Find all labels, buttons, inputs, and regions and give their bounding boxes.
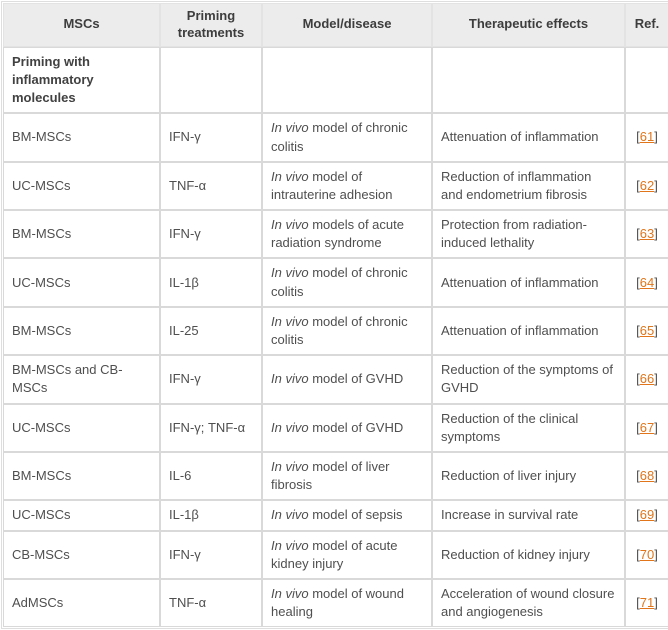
table-row — [4, 211, 668, 257]
ref-bracket-close: ] — [654, 274, 658, 290]
priming-cell: IFN-γ — [161, 114, 261, 160]
model-rest: models of acute radiation syndrome — [271, 217, 404, 251]
model-rest: model of GVHD — [308, 371, 404, 387]
table-row — [4, 356, 668, 402]
ref-link[interactable]: 70 — [639, 546, 655, 562]
table-row — [4, 532, 668, 578]
ref-bracket-close: ] — [654, 595, 658, 610]
ref-cell — [626, 405, 668, 451]
model-cell — [263, 259, 431, 305]
effect-cell: Attenuation of inflammation — [433, 259, 624, 305]
table-row — [4, 114, 668, 160]
effect-cell: Protection from radiation-induced lethality — [433, 211, 624, 257]
ref-link[interactable]: 66 — [639, 371, 655, 387]
ref-cell — [626, 532, 668, 578]
ref-link[interactable]: 63 — [639, 226, 655, 242]
ref-bracket-open: [ — [636, 322, 640, 338]
ref-bracket-open: [ — [636, 595, 640, 610]
col-header-mscs: MSCs — [4, 4, 159, 46]
msc-priming-table — [1, 1, 668, 629]
model-cell — [263, 211, 431, 257]
model-italic: In vivo — [271, 507, 309, 523]
model-cell — [263, 501, 431, 529]
msc-cell: BM-MSCs — [4, 453, 159, 499]
ref-link[interactable]: 61 — [639, 129, 655, 145]
ref-bracket-close: ] — [654, 419, 658, 435]
priming-cell: IL-1β — [161, 501, 261, 529]
model-cell — [263, 356, 431, 402]
ref-bracket-open: [ — [636, 371, 640, 387]
table-row — [4, 580, 668, 626]
ref-bracket-open: [ — [636, 468, 640, 484]
col-header-therapeutic-effects: Therapeutic effects — [433, 4, 624, 46]
ref-link[interactable]: 67 — [639, 419, 655, 435]
header-row — [4, 4, 668, 46]
section-row — [4, 48, 668, 113]
ref-cell — [626, 211, 668, 257]
ref-link[interactable]: 62 — [639, 177, 655, 193]
model-rest: model of liver fibrosis — [271, 458, 390, 493]
msc-cell: CB-MSCs — [4, 532, 159, 578]
msc-cell: BM-MSCs — [4, 211, 159, 257]
ref-bracket-close: ] — [654, 507, 658, 523]
priming-cell: IL-6 — [161, 453, 261, 499]
empty-cell — [433, 48, 624, 113]
msc-cell: BM-MSCs and CB-MSCs — [4, 356, 159, 402]
ref-bracket-close: ] — [654, 177, 658, 193]
section-title: Priming with inflammatory molecules — [4, 48, 159, 113]
msc-cell: BM-MSCs — [4, 114, 159, 160]
model-italic: In vivo — [271, 313, 309, 329]
msc-cell: UC-MSCs — [4, 501, 159, 529]
priming-cell: IL-1β — [161, 259, 261, 305]
ref-bracket-close: ] — [654, 546, 658, 562]
effect-cell: Reduction of liver injury — [433, 453, 624, 499]
priming-cell: IFN-γ — [161, 356, 261, 402]
ref-bracket-open: [ — [636, 507, 640, 523]
ref-link[interactable]: 64 — [639, 274, 655, 290]
empty-cell — [161, 48, 261, 113]
ref-cell — [626, 453, 668, 499]
model-rest: model of sepsis — [308, 507, 403, 523]
model-cell — [263, 580, 431, 626]
model-italic: In vivo — [271, 120, 309, 136]
table-row — [4, 405, 668, 451]
ref-link[interactable]: 65 — [639, 322, 655, 338]
empty-cell — [263, 48, 431, 113]
ref-bracket-open: [ — [636, 274, 640, 290]
ref-bracket-close: ] — [654, 371, 658, 387]
ref-cell — [626, 114, 668, 160]
ref-bracket-open: [ — [636, 546, 640, 562]
priming-cell: IL-25 — [161, 308, 261, 354]
model-cell — [263, 532, 431, 578]
table-row — [4, 308, 668, 354]
model-cell — [263, 308, 431, 354]
model-cell — [263, 405, 431, 451]
priming-cell: IFN-γ — [161, 532, 261, 578]
ref-link[interactable]: 71 — [639, 595, 655, 610]
model-rest: model of GVHD — [308, 419, 404, 435]
col-header-priming-treatments: Priming treatments — [161, 4, 261, 46]
msc-cell: UC-MSCs — [4, 405, 159, 451]
effect-cell: Reduction of the clinical symptoms — [433, 405, 624, 451]
ref-cell — [626, 501, 668, 529]
ref-link[interactable]: 68 — [639, 468, 655, 484]
msc-cell: AdMSCs — [4, 580, 159, 626]
model-italic: In vivo — [271, 168, 309, 184]
effect-cell: Attenuation of inflammation — [433, 114, 624, 160]
model-italic: In vivo — [271, 265, 309, 281]
ref-bracket-close: ] — [654, 468, 658, 484]
table-row — [4, 259, 668, 305]
ref-bracket-close: ] — [654, 322, 658, 338]
model-cell — [263, 453, 431, 499]
col-header-model-disease: Model/disease — [263, 4, 431, 46]
msc-cell: UC-MSCs — [4, 163, 159, 209]
priming-cell: IFN-γ; TNF-α — [161, 405, 261, 451]
model-rest: model of chronic colitis — [271, 265, 408, 299]
model-rest: model of acute kidney injury — [271, 537, 398, 571]
effect-cell: Reduction of the symptoms of GVHD — [433, 356, 624, 402]
priming-cell: TNF-α — [161, 580, 261, 626]
priming-cell: IFN-γ — [161, 211, 261, 257]
effect-cell: Increase in survival rate — [433, 501, 624, 529]
model-italic: In vivo — [271, 537, 309, 553]
ref-bracket-open: [ — [636, 129, 640, 145]
model-italic: In vivo — [271, 217, 309, 233]
effect-cell: Reduction of kidney injury — [433, 532, 624, 578]
model-italic: In vivo — [271, 371, 309, 387]
msc-cell: UC-MSCs — [4, 259, 159, 305]
effect-cell: Reduction of inflammation and endometrium fibrosis — [433, 163, 624, 209]
effect-cell: Attenuation of inflammation — [433, 308, 624, 354]
msc-cell: BM-MSCs — [4, 308, 159, 354]
ref-bracket-open: [ — [636, 419, 640, 435]
model-rest: model of chronic colitis — [271, 313, 408, 348]
priming-cell: TNF-α — [161, 163, 261, 209]
table-row — [4, 501, 668, 529]
model-italic: In vivo — [271, 585, 309, 601]
ref-bracket-close: ] — [654, 226, 658, 242]
empty-cell — [626, 48, 668, 113]
model-italic: In vivo — [271, 419, 309, 435]
table-row — [4, 163, 668, 209]
model-cell — [263, 163, 431, 209]
ref-cell — [626, 308, 668, 354]
table-row — [4, 453, 668, 499]
model-rest: model of wound healing — [271, 585, 404, 620]
col-header-ref: Ref. — [626, 4, 668, 46]
model-rest: model of chronic colitis — [271, 120, 408, 154]
ref-cell — [626, 356, 668, 402]
ref-cell — [626, 163, 668, 209]
effect-cell: Acceleration of wound closure and angiogenesis — [433, 580, 624, 626]
model-rest: model of intrauterine adhesion — [271, 168, 393, 202]
model-italic: In vivo — [271, 458, 309, 474]
ref-bracket-open: [ — [636, 177, 640, 193]
ref-cell — [626, 259, 668, 305]
ref-bracket-open: [ — [636, 226, 640, 242]
ref-cell — [626, 580, 668, 626]
ref-bracket-close: ] — [654, 129, 658, 145]
ref-link[interactable]: 69 — [639, 507, 655, 523]
model-cell — [263, 114, 431, 160]
